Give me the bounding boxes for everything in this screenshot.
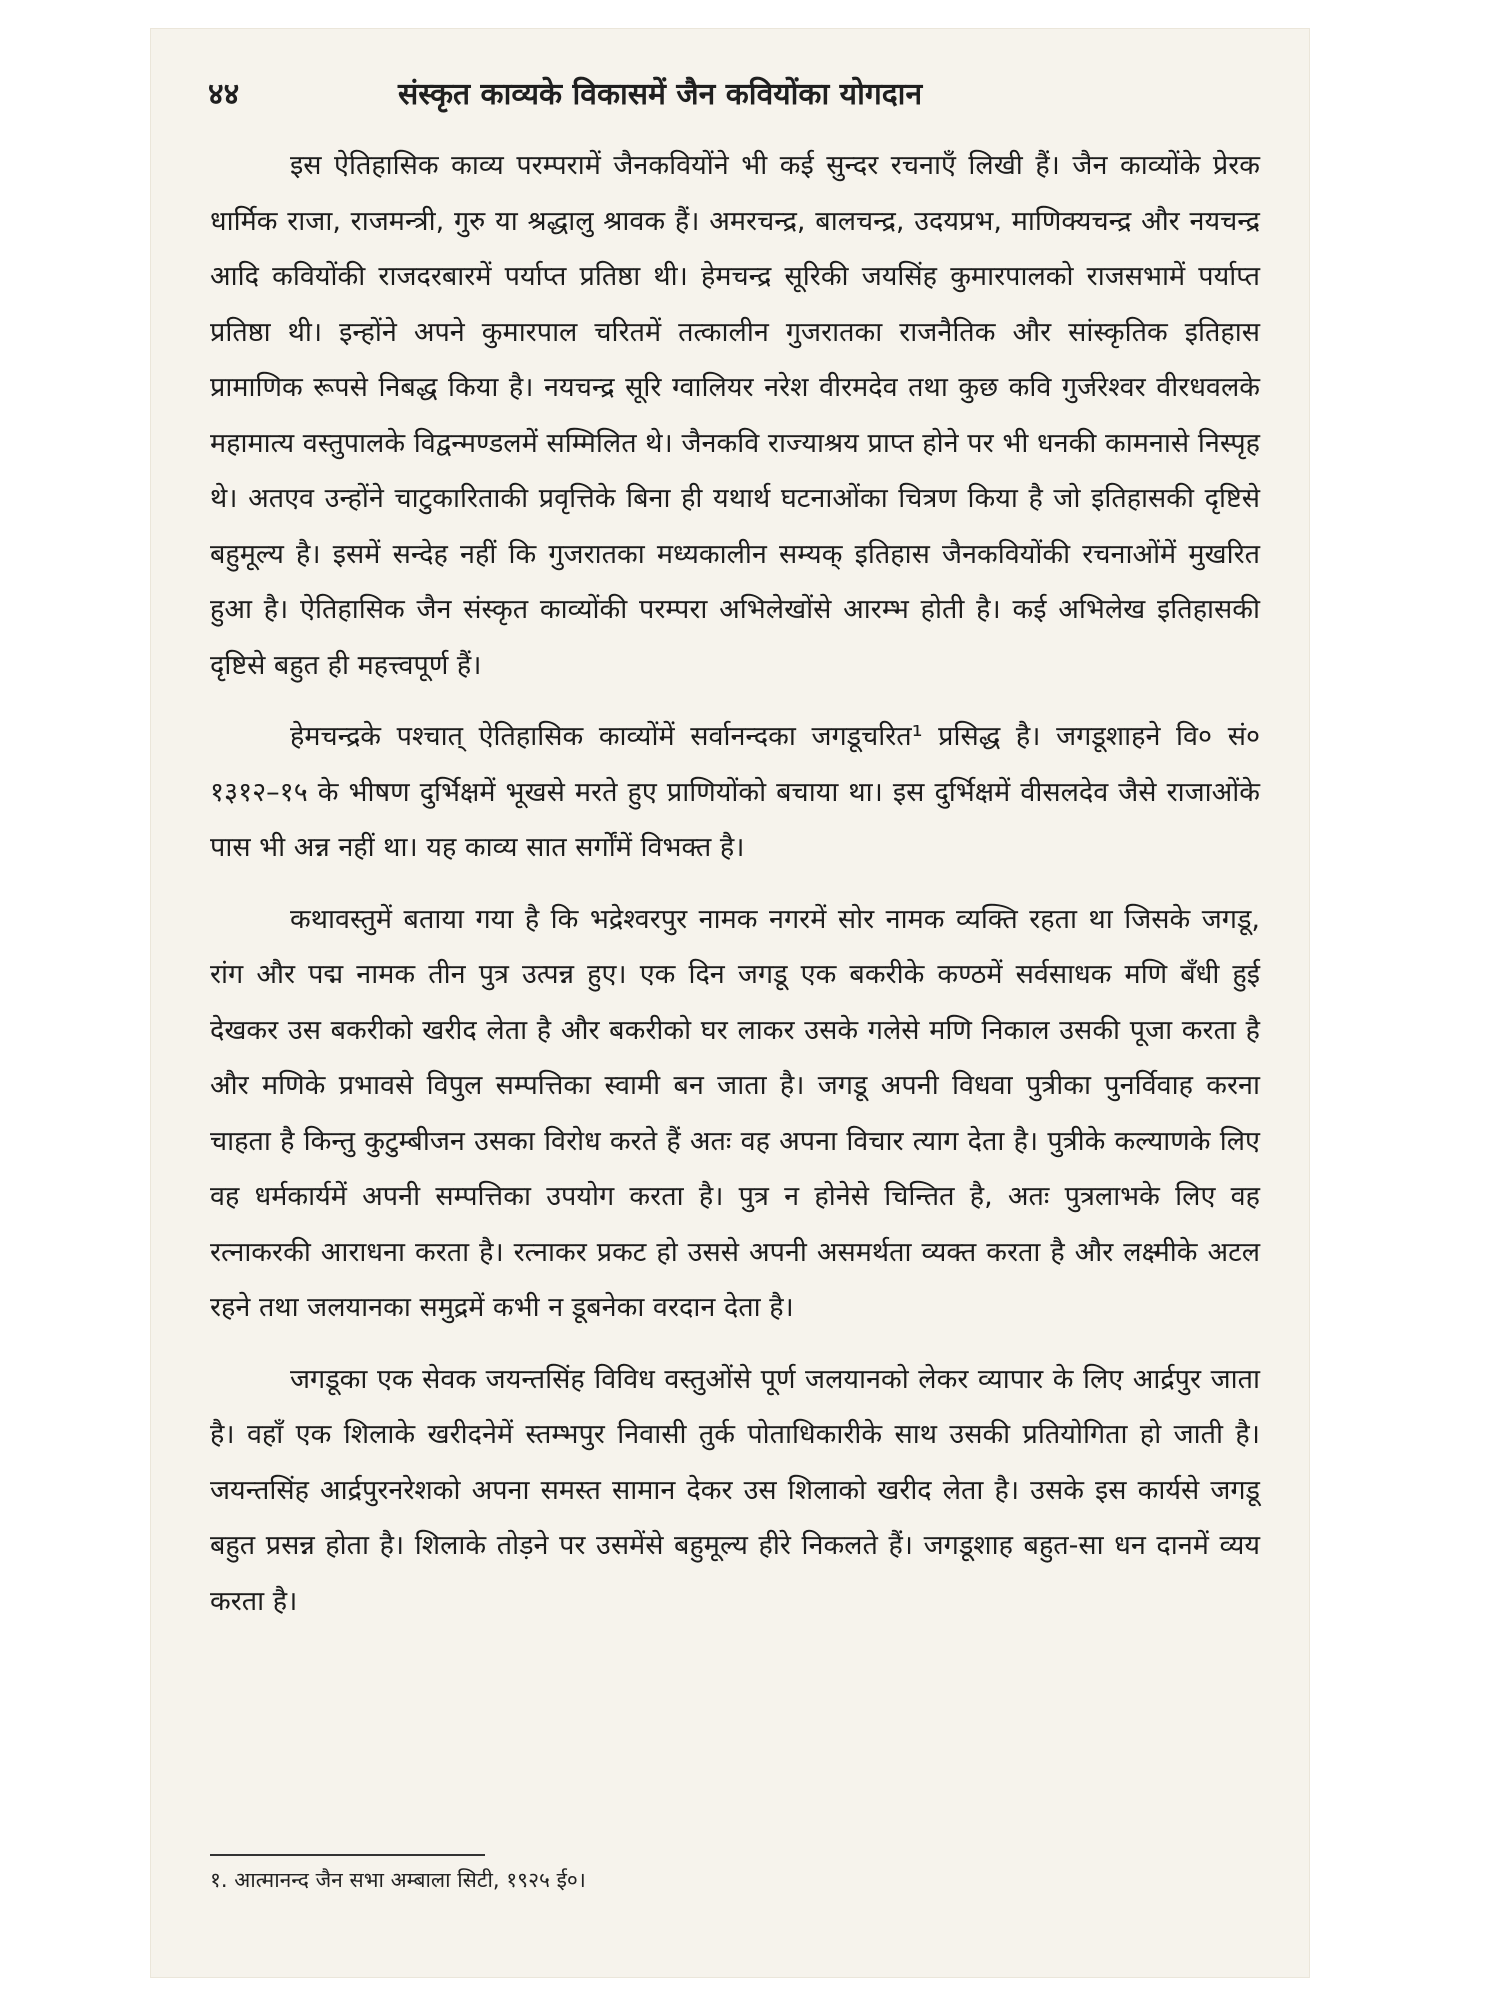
- paragraph-3: कथावस्तुमें बताया गया है कि भद्रेश्वरपुर नामक नगरमें सोर नामक व्यक्ति रहता था जिसके जगडू, रांग और पद्म नामक तीन पुत्र उत्पन्न हुए। एक दिन जगडू एक बकरीके कण्ठमें सर्वसाधक मणि बँधी हुई देखकर उस बकरीको खरीद लेता है और बकरीको घर लाकर उसके गलेसे मणि निकाल उसकी पूजा करता है और मणिके प्रभावसे विपुल सम्पत्तिका स्वामी बन जाता है। जगडू अपनी विधवा पुत्रीका पुनर्विवाह करना चाहता है किन्तु कुटुम्बीजन उसका विरोध करते हैं अतः वह अपना विचार त्याग देता है। पुत्रीके कल्याणके लिए वह धर्मकार्यमें अपनी सम्पत्तिका उपयोग करता है। पुत्र न होनेसे चिन्तित है, अतः पुत्रलाभके लिए वह रत्नाकरकी आराधना करता है। रत्नाकर प्रकट हो उससे अपनी असमर्थता व्यक्त करता है और लक्ष्मीके अटल रहने तथा जलयानका समुद्रमें कभी न डूबनेका वरदान देता है।: [210, 903, 1260, 1323]
- paragraph-1: इस ऐतिहासिक काव्य परम्परामें जैनकवियोंने भी कई सुन्दर रचनाएँ लिखी हैं। जैन काव्योंके प्रेरक धार्मिक राजा, राजमन्त्री, गुरु या श्रद्धालु श्रावक हैं। अमरचन्द्र, बालचन्द्र, उदयप्रभ, माणिक्यचन्द्र और नयचन्द्र आदि कवियोंकी राजदरबारमें पर्याप्त प्रतिष्ठा थी। हेमचन्द्र सूरिकी जयसिंह कुमारपालको राजसभामें पर्याप्त प्रतिष्ठा थी। इन्होंने अपने कुमारपाल चरितमें तत्कालीन गुजरातका राजनैतिक और सांस्कृतिक इतिहास प्रामाणिक रूपसे निबद्ध किया है। नयचन्द्र सूरि ग्वालियर नरेश वीरमदेव तथा कुछ कवि गुर्जरेश्वर वीरधवलके महामात्य वस्तुपालके विद्वन्मण्डलमें सम्मिलित थे। जैनकवि राज्याश्रय प्राप्त होने पर भी धनकी कामनासे निस्पृह थे। अतएव उन्होंने चाटुकारिताकी प्रवृत्तिके बिना ही यथार्थ घटनाओंका चित्रण किया है जो इतिहासकी दृष्टिसे बहुमूल्य है। इसमें सन्देह नहीं कि गुजरातका मध्यकालीन सम्यक् इतिहास जैनकवियोंकी रचनाओंमें मुखरित हुआ है। ऐतिहासिक जैन संस्कृत काव्योंकी परम्परा अभिलेखोंसे आरम्भ होती है। कई अभिलेख इतिहासकी दृष्टिसे बहुत ही महत्त्वपूर्ण हैं।: [210, 150, 1260, 681]
- book-page: [150, 28, 1310, 1978]
- paragraph-2: हेमचन्द्रके पश्चात् ऐतिहासिक काव्योंमें सर्वानन्दका जगडूचरित¹ प्रसिद्ध है। जगडूशाहने वि० सं० १३१२–१५ के भीषण दुर्भिक्षमें भूखसे मरते हुए प्राणियोंको बचाया था। इस दुर्भिक्षमें वीसलदेव जैसे राजाओंके पास भी अन्न नहीं था। यह काव्य सात सर्गोंमें विभक्त है।: [210, 721, 1260, 863]
- page-header: [208, 72, 1260, 122]
- running-title: संस्कृत काव्यके विकासमें जैन कवियोंका योगदान: [398, 77, 923, 112]
- footnote: १. आत्मानन्द जैन सभा अम्बाला सिटी, १९२५ ई०।: [210, 1868, 586, 1892]
- body-text: [210, 138, 1260, 1629]
- paragraph-4: जगडूका एक सेवक जयन्तसिंह विविध वस्तुओंसे पूर्ण जलयानको लेकर व्यापार के लिए आर्द्रपुर जाता है। वहाँ एक शिलाके खरीदनेमें स्तम्भपुर निवासी तुर्क पोताधिकारीके साथ उसकी प्रतियोगिता हो जाती है। जयन्तसिंह आर्द्रपुरनरेशको अपना समस्त सामान देकर उस शिलाको खरीद लेता है। उसके इस कार्यसे जगडू बहुत प्रसन्न होता है। शिलाके तोड़ने पर उसमेंसे बहुमूल्य हीरे निकलते हैं। जगडूशाह बहुत-सा धन दानमें व्यय करता है।: [210, 1363, 1260, 1617]
- footnote-divider: [210, 1854, 485, 1856]
- page-number: ४४: [208, 77, 240, 112]
